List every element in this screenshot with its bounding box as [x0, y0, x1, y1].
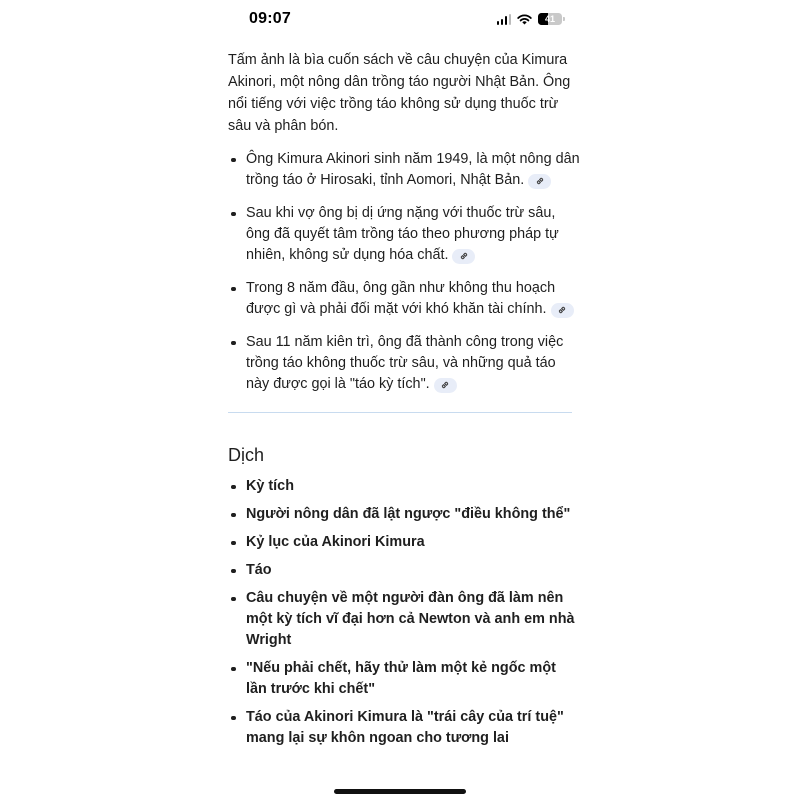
source-link-chip[interactable] — [452, 249, 475, 264]
source-link-chip[interactable] — [434, 378, 457, 393]
source-link-chip[interactable] — [551, 303, 574, 318]
cellular-signal-icon — [497, 14, 512, 25]
home-indicator[interactable] — [334, 789, 466, 794]
translation-heading: Dịch — [228, 445, 265, 465]
translation-item: Táo — [228, 560, 580, 581]
battery-icon — [538, 13, 562, 25]
link-icon — [440, 380, 450, 390]
link-icon — [535, 176, 545, 186]
response-content — [228, 49, 580, 756]
translation-item: Táo của Akinori Kimura là "trái cây của trí tuệ" mang lại sự khôn ngoan cho tương lai — [228, 707, 580, 749]
status-time: 09:07 — [249, 10, 291, 27]
fact-item: Trong 8 năm đầu, ông gần như không thu hoạch được gì và phải đối mặt với khó khăn tài chính. — [228, 278, 580, 320]
status-icons — [497, 13, 563, 25]
fact-item: Sau 11 năm kiên trì, ông đã thành công trong việc trồng táo không thuốc trừ sâu, và những quả táo này được gọi là "táo kỳ tích". — [228, 332, 580, 395]
wifi-icon — [517, 14, 532, 25]
translation-item: Người nông dân đã lật ngược "điều không thể" — [228, 504, 580, 525]
battery-percent: 41 — [544, 14, 555, 24]
translation-item: Câu chuyện về một người đàn ông đã làm nên một kỳ tích vĩ đại hơn cả Newton và anh em nhà Wright — [228, 588, 580, 651]
status-bar — [228, 8, 572, 34]
fact-item: Ông Kimura Akinori sinh năm 1949, là một nông dân trồng táo ở Hirosaki, tỉnh Aomori, Nhật Bản. — [228, 149, 580, 191]
translation-item: Kỳ tích — [228, 476, 580, 497]
fact-item: Sau khi vợ ông bị dị ứng nặng với thuốc trừ sâu, ông đã quyết tâm trồng táo theo phương pháp tự nhiên, không sử dụng hóa chất. — [228, 203, 580, 266]
translation-list — [228, 476, 580, 749]
facts-list — [228, 149, 580, 395]
translation-item: "Nếu phải chết, hãy thử làm một kẻ ngốc một lần trước khi chết" — [228, 658, 580, 700]
source-link-chip[interactable] — [528, 174, 551, 189]
section-divider — [228, 412, 572, 413]
intro-paragraph: Tấm ảnh là bìa cuốn sách về câu chuyện của Kimura Akinori, một nông dân trồng táo người Nhật Bản. Ông nổi tiếng với việc trồng táo không sử dụng thuốc trừ sâu và phân bón. — [228, 52, 571, 134]
translation-item: Kỷ lục của Akinori Kimura — [228, 532, 580, 553]
link-icon — [557, 305, 567, 315]
link-icon — [459, 251, 469, 261]
